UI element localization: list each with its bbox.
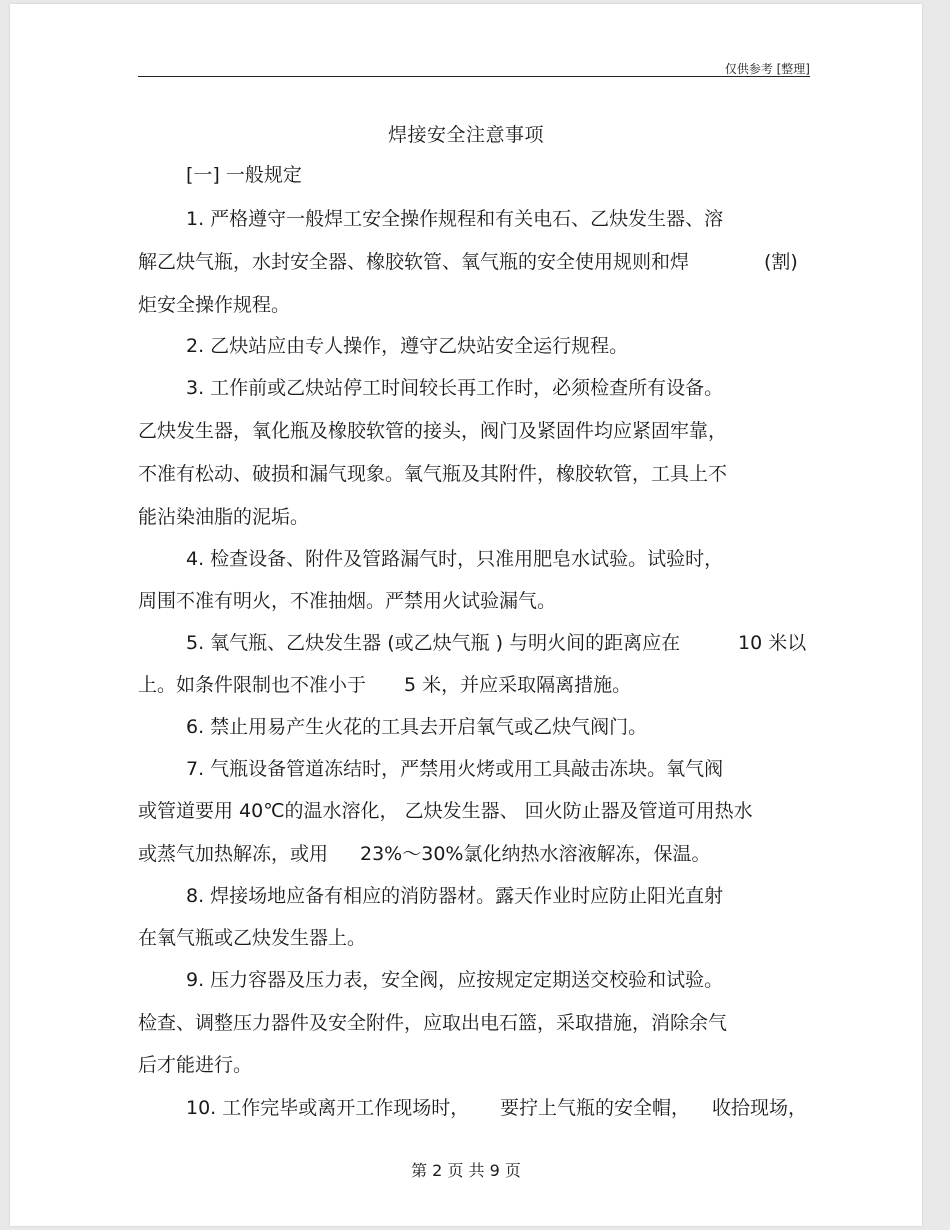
paragraph-line: 8. 焊接场地应备有相应的消防器材。露天作业时应防止阳光直射 [186,885,724,907]
document-title: 焊接安全注意事项 [387,124,544,146]
paragraph-line: 7. 气瓶设备管道冻结时，严禁用火烤或用工具敲击冻块。氧气阀 [186,758,724,780]
paragraph-line: 后才能进行。 [138,1054,253,1076]
paragraph-line: 5. 氧气瓶、乙炔发生器 (或乙炔气瓶 ) 与明火间的距离应在 [186,632,681,654]
page-footer: 第 2 页 共 9 页 [411,1161,521,1180]
paragraph-line: 9. 压力容器及压力表，安全阀，应按规定定期送交校验和试验。 [186,969,724,991]
paragraph-line: 1. 严格遵守一般焊工安全操作规程和有关电石、乙炔发生器、溶 [186,208,724,230]
paragraph-line: 不准有松动、破损和漏气现象。氧气瓶及其附件，橡胶软管，工具上不 [138,463,728,485]
paragraph-line: 收拾现场， [712,1097,808,1119]
paragraph-line: 在氧气瓶或乙炔发生器上。 [138,927,367,949]
paragraph-line: 乙炔发生器，氧化瓶及橡胶软管的接头，阀门及紧固件均应紧固牢靠， [138,420,728,442]
header-note: 仅供参考 [整理] [724,62,810,76]
paragraph-line: 上。如条件限制也不准小于 [138,674,367,696]
paragraph-line: 周围不准有明火，不准抽烟。严禁用火试验漏气。 [138,590,557,612]
paragraph-line: 10. 工作完毕或离开工作现场时， [186,1097,470,1119]
paragraph-line: 23%～30%氯化纳热水溶液解冻，保温。 [360,843,711,865]
paragraph-line: 能沾染油脂的泥垢。 [138,506,310,528]
paragraph-line: 或蒸气加热解冻，或用 [138,843,329,865]
paragraph-line: 炬安全操作规程。 [138,294,291,316]
paragraph-line: 10 米以 [738,632,807,654]
paragraph-line: 解乙炔气瓶，水封安全器、橡胶软管、氧气瓶的安全使用规则和焊 [138,251,690,273]
paragraph-line: (割) [764,251,798,273]
section-heading: [一] 一般规定 [186,164,302,186]
paragraph-line: 4. 检查设备、附件及管路漏气时，只准用肥皂水试验。试验时， [186,548,724,570]
paragraph-line: 3. 工作前或乙炔站停工时间较长再工作时，必须检查所有设备。 [186,377,724,399]
paragraph-line: 5 米，并应采取隔离措施。 [404,674,632,696]
paragraph-line: 或管道要用 40℃的温水溶化， 乙炔发生器、 回火防止器及管道可用热水 [138,800,753,822]
paragraph-line: 2. 乙炔站应由专人操作，遵守乙炔站安全运行规程。 [186,335,629,357]
document-page [10,4,922,1226]
header-rule [138,76,810,77]
paragraph-line: 6. 禁止用易产生火花的工具去开启氧气或乙炔气阀门。 [186,716,648,738]
paragraph-line: 检查、调整压力器件及安全附件，应取出电石篮，采取措施，消除余气 [138,1012,728,1034]
paragraph-line: 要拧上气瓶的安全帽， [500,1097,691,1119]
